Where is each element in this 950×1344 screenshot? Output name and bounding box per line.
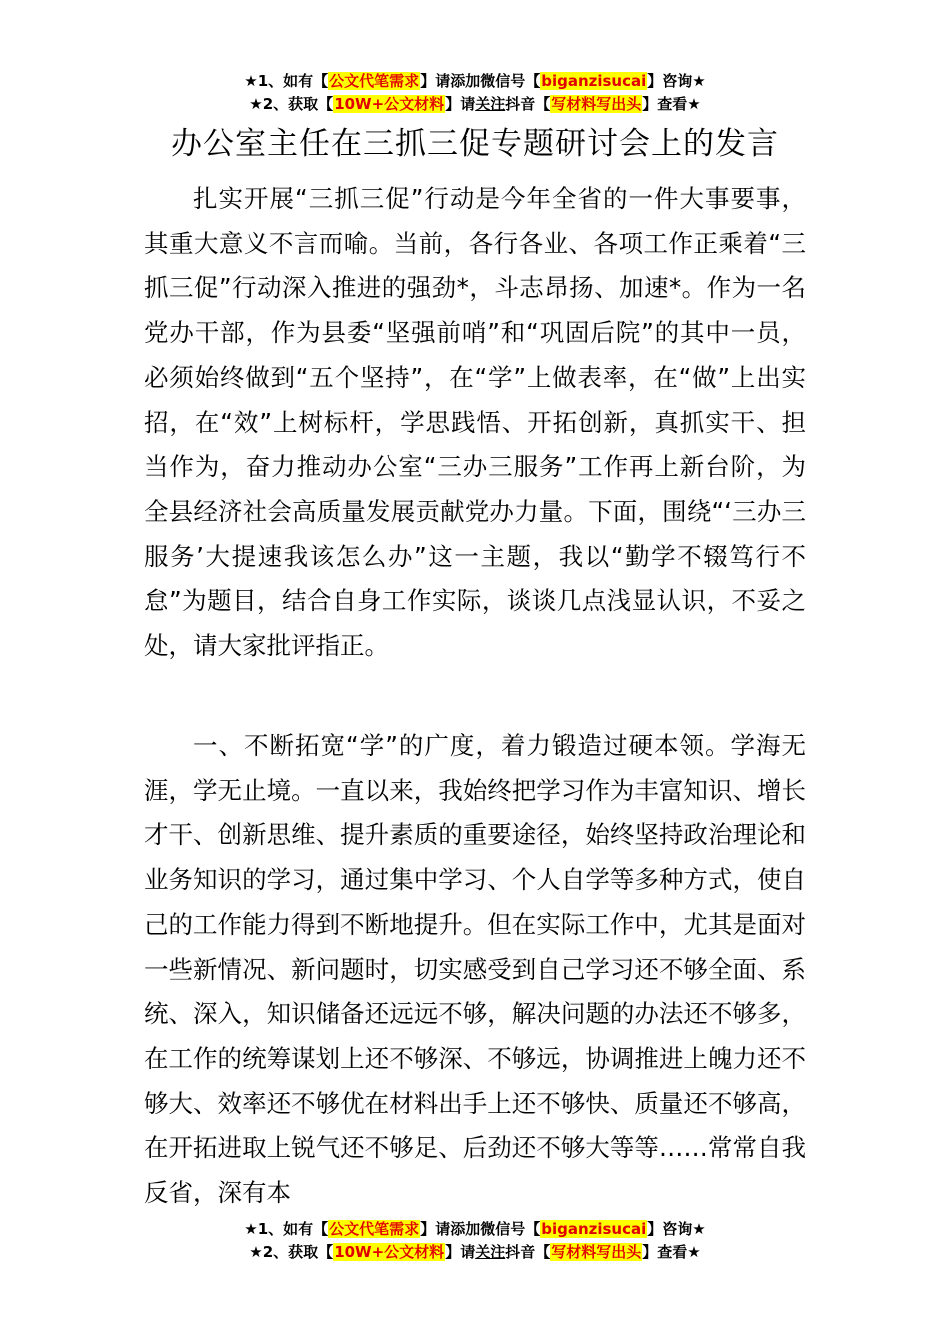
underlined-follow: 关注: [475, 95, 506, 113]
banner-text: 】咨询★: [647, 72, 706, 90]
banner-text: 抖音【: [505, 95, 551, 113]
highlight-wechat-id: biganzisucai: [541, 1220, 647, 1238]
banner-text: ★1、如有【: [244, 1220, 329, 1238]
highlight-wechat-id: biganzisucai: [541, 72, 647, 90]
document-title: 办公室主任在三抓三促专题研讨会上的发言: [171, 126, 779, 162]
paragraph-intro: [144, 177, 806, 669]
header-banner: [0, 70, 950, 116]
banner-text: 抖音【: [505, 1243, 551, 1261]
footer-banner-line-2: [0, 1241, 950, 1264]
banner-text: 】查看★: [642, 1243, 701, 1261]
banner-text: 】请添加微信号【: [420, 1220, 541, 1238]
highlight-service: 公文代笔需求: [329, 72, 420, 90]
banner-text: ★2、获取【: [249, 95, 334, 113]
banner-text: ★2、获取【: [249, 1243, 334, 1261]
paragraph: 扎实开展“三抓三促”行动是今年全省的一件大事要事，其重大意义不言而喻。当前，各行各业、各项工作正乘着“三抓三促”行动深入推进的强劲*，斗志昂扬、加速*。作为一名党办干部，作为县委“坚强前哨”和“巩固后院”的其中一员，必须始终做到“五个坚持”，在“学”上做表率，在“做”上出实招，在“效”上树标杆，学思践悟、开拓创新，真抓实干、担当作为，奋力推动办公室“三办三服务”工作再上新台阶，为全县经济社会高质量发展贡献党办力量。下面，围绕“‘三办三服务’大提速我该怎么办”这一主题，我以“勤学不辍笃行不怠”为题目，结合自身工作实际，谈谈几点浅显认识，不妥之处，请大家批评指正。: [144, 184, 806, 661]
banner-text: 】咨询★: [647, 1220, 706, 1238]
header-banner-line-2: [0, 93, 950, 116]
highlight-materials: 10W+公文材料: [334, 95, 445, 113]
highlight-douyin-account: 写材料写出头: [551, 95, 642, 113]
header-banner-line-1: [0, 70, 950, 93]
banner-text: 】请: [445, 95, 476, 113]
paragraph-section-1: [144, 724, 806, 1216]
highlight-douyin-account: 写材料写出头: [551, 1243, 642, 1261]
underlined-follow: 关注: [475, 1243, 506, 1261]
highlight-materials: 10W+公文材料: [334, 1243, 445, 1261]
banner-text: 】请: [445, 1243, 476, 1261]
paragraph: 一、不断拓宽“学”的广度，着力锻造过硬本领。学海无涯，学无止境。一直以来，我始终把学习作为丰富知识、增长才干、创新思维、提升素质的重要途径，始终坚持政治理论和业务知识的学习，通过集中学习、个人自学等多种方式，使自己的工作能力得到不断地提升。但在实际工作中，尤其是面对一些新情况、新问题时，切实感受到自己学习还不够全面、系统、深入，知识储备还远远不够，解决问题的办法还不够多，在工作的统筹谋划上还不够深、不够远，协调推进上魄力还不够大、效率还不够优在材料出手上还不够快、质量还不够高，在开拓进取上锐气还不够足、后劲还不够大等等……常常自我反省，深有本: [144, 731, 806, 1208]
footer-banner: [0, 1218, 950, 1264]
banner-text: 】查看★: [642, 95, 701, 113]
highlight-service: 公文代笔需求: [329, 1220, 420, 1238]
banner-text: 】请添加微信号【: [420, 72, 541, 90]
footer-banner-line-1: [0, 1218, 950, 1241]
banner-text: ★1、如有【: [244, 72, 329, 90]
